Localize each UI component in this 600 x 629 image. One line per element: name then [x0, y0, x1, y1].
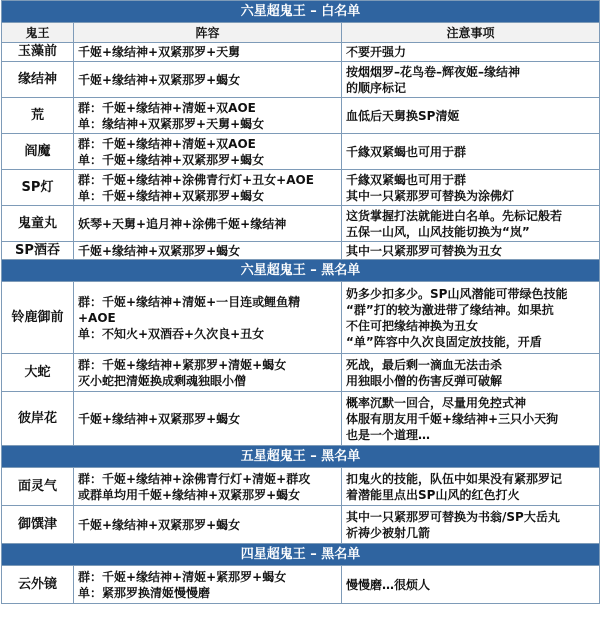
lineup-line: 或群单均用千姬+缘结神+双紧那罗+蝎女	[78, 487, 301, 502]
lineup-cell	[74, 43, 342, 62]
notes-cell	[342, 392, 600, 446]
lineup-cell	[74, 506, 342, 544]
ghost-king-name: 鬼童丸	[2, 206, 74, 242]
table-row	[2, 506, 600, 544]
table-row	[2, 62, 600, 98]
note-line: 死战，最后剩一滴血无法击杀	[346, 357, 503, 372]
note-line: 五保一山风，山风技能切换为“岚”	[346, 224, 530, 239]
lineup-line: 群：千姬+缘结神+涂佛青行灯+丑女+AOE	[78, 172, 314, 187]
table-row	[2, 134, 600, 170]
column-header: 鬼王	[2, 23, 74, 43]
table-row	[2, 170, 600, 206]
lineup-cell	[74, 242, 342, 260]
note-line: 慢慢磨…很烦人	[346, 577, 431, 592]
note-line: 着潜能里点出SP山风的红色打火	[346, 487, 520, 502]
lineup-line: 灭小蛇把清姬换成剩魂独眼小僧	[78, 373, 247, 388]
note-line: “单”阵容中久次良固定放技能，开盾	[346, 334, 542, 349]
notes-cell	[342, 170, 600, 206]
table-row	[2, 282, 600, 354]
note-line: 体服有朋友用千姬+缘结神+三只小天狗	[346, 411, 559, 426]
notes-cell	[342, 134, 600, 170]
lineup-line: 千姬+缘结神+双紧那罗+蝎女	[78, 411, 241, 426]
lineup-line: 千姬+缘结神+双紧那罗+天舅	[78, 45, 241, 59]
notes-cell	[342, 242, 600, 260]
column-header: 阵容	[74, 23, 342, 43]
table-row	[2, 354, 600, 392]
ghost-king-name: 彼岸花	[2, 392, 74, 446]
ghost-king-name: 玉藻前	[2, 43, 74, 62]
note-line: 用独眼小僧的伤害反弹可破解	[346, 373, 503, 388]
section-header-row	[2, 446, 600, 468]
ghost-king-name: 云外镜	[2, 566, 74, 604]
section-header-row	[2, 544, 600, 566]
note-line: 的顺序标记	[346, 80, 407, 95]
lineup-line: +AOE	[78, 310, 116, 325]
lineup-cell	[74, 468, 342, 506]
lineup-cell	[74, 354, 342, 392]
lineup-cell	[74, 170, 342, 206]
lineup-cell	[74, 206, 342, 242]
column-header-row	[2, 23, 600, 43]
table-row	[2, 242, 600, 260]
section-title: 四星超鬼王 – 黑名单	[2, 544, 600, 566]
section-title: 六星超鬼王 – 白名单	[2, 1, 600, 23]
table-row	[2, 98, 600, 134]
section-title: 五星超鬼王 – 黑名单	[2, 446, 600, 468]
lineup-line: 群：千姬+缘结神+清姬+双AOE	[78, 100, 256, 115]
ghost-king-name: SP灯	[2, 170, 74, 206]
note-line: 其中一只紧那罗可替换为涂佛灯	[346, 188, 515, 203]
note-line: 不要开强力	[346, 45, 407, 59]
notes-cell	[342, 506, 600, 544]
lineup-line: 千姬+缘结神+双紧那罗+蝎女	[78, 517, 241, 532]
lineup-line: 群：千姬+缘结神+清姬+双AOE	[78, 136, 256, 151]
notes-cell	[342, 354, 600, 392]
note-line: 奶多少扣多少。SP山风潜能可带绿色技能	[346, 286, 568, 301]
ghost-king-name: 荒	[2, 98, 74, 134]
note-line: 其中一只紧那罗可替换为书翁/SP大岳丸	[346, 509, 560, 524]
note-line: 祈祷少被射几箭	[346, 525, 431, 540]
lineup-line: 单：缘结神+双紧那罗+天舅+蝎女	[78, 116, 265, 131]
lineup-cell	[74, 98, 342, 134]
lineup-cell	[74, 566, 342, 604]
notes-cell	[342, 468, 600, 506]
lineup-line: 单：千姬+缘结神+双紧那罗+蝎女	[78, 152, 265, 167]
ghost-king-name: 铃鹿御前	[2, 282, 74, 354]
lineup-line: 千姬+缘结神+双紧那罗+蝎女	[78, 243, 241, 258]
ghost-king-name: 缘结神	[2, 62, 74, 98]
notes-cell	[342, 62, 600, 98]
lineup-line: 群：千姬+缘结神+紧那罗+清姬+蝎女	[78, 357, 287, 372]
ghost-king-name: 阎魔	[2, 134, 74, 170]
lineup-line: 单：不知火+双酒吞+久次良+丑女	[78, 326, 265, 341]
ghost-king-name: SP酒吞	[2, 242, 74, 260]
lineup-line: 群：千姬+缘结神+涂佛青行灯+清姬+群攻	[78, 471, 311, 486]
note-line: 其中一只紧那罗可替换为丑女	[346, 243, 503, 258]
note-line: 也是一个道理…	[346, 427, 431, 442]
notes-cell	[342, 98, 600, 134]
ghost-king-name: 大蛇	[2, 354, 74, 392]
lineup-line: 千姬+缘结神+双紧那罗+蝎女	[78, 72, 241, 87]
table-row	[2, 468, 600, 506]
super-ghost-king-table	[1, 0, 600, 604]
note-line: 按烟烟罗–花鸟卷–辉夜姬–缘结神	[346, 64, 521, 79]
notes-cell	[342, 43, 600, 62]
lineup-cell	[74, 392, 342, 446]
column-header: 注意事项	[342, 23, 600, 43]
table-row	[2, 392, 600, 446]
lineup-line: 妖琴+天舅+追月神+涂佛千姬+缘结神	[78, 216, 287, 231]
section-header-row	[2, 260, 600, 282]
section-header-row	[2, 1, 600, 23]
ghost-king-name: 面灵气	[2, 468, 74, 506]
lineup-cell	[74, 134, 342, 170]
table-body	[2, 1, 600, 604]
lineup-cell	[74, 282, 342, 354]
section-title: 六星超鬼王 – 黑名单	[2, 260, 600, 282]
note-line: 血低后天舅换SP清姬	[346, 108, 460, 123]
table-row	[2, 206, 600, 242]
note-line: 千緣双紧蝎也可用于群	[346, 172, 467, 187]
notes-cell	[342, 206, 600, 242]
note-line: 千緣双紧蝎也可用于群	[346, 144, 467, 159]
note-line: 这货掌握打法就能进白名单。先标记般若	[346, 208, 563, 223]
note-line: 扣鬼火的技能，队伍中如果没有紧那罗记	[346, 471, 563, 486]
notes-cell	[342, 282, 600, 354]
lineup-line: 单：紧那罗换清姬慢慢磨	[78, 585, 211, 600]
note-line: 不住可把缘结神换为丑女	[346, 318, 479, 333]
lineup-line: 群：千姬+缘结神+清姬+紧那罗+蝎女	[78, 569, 287, 584]
note-line: 概率沉默一回合，尽量用免控式神	[346, 395, 527, 410]
lineup-line: 单：千姬+缘结神+双紧那罗+蝎女	[78, 188, 265, 203]
ghost-king-name: 御馔津	[2, 506, 74, 544]
table-row	[2, 43, 600, 62]
lineup-line: 群：千姬+缘结神+清姬+一目连或鲤鱼精	[78, 294, 301, 309]
note-line: “群”打的较为激进带了缘结神。如果抗	[346, 302, 554, 317]
table-row	[2, 566, 600, 604]
notes-cell	[342, 566, 600, 604]
lineup-cell	[74, 62, 342, 98]
